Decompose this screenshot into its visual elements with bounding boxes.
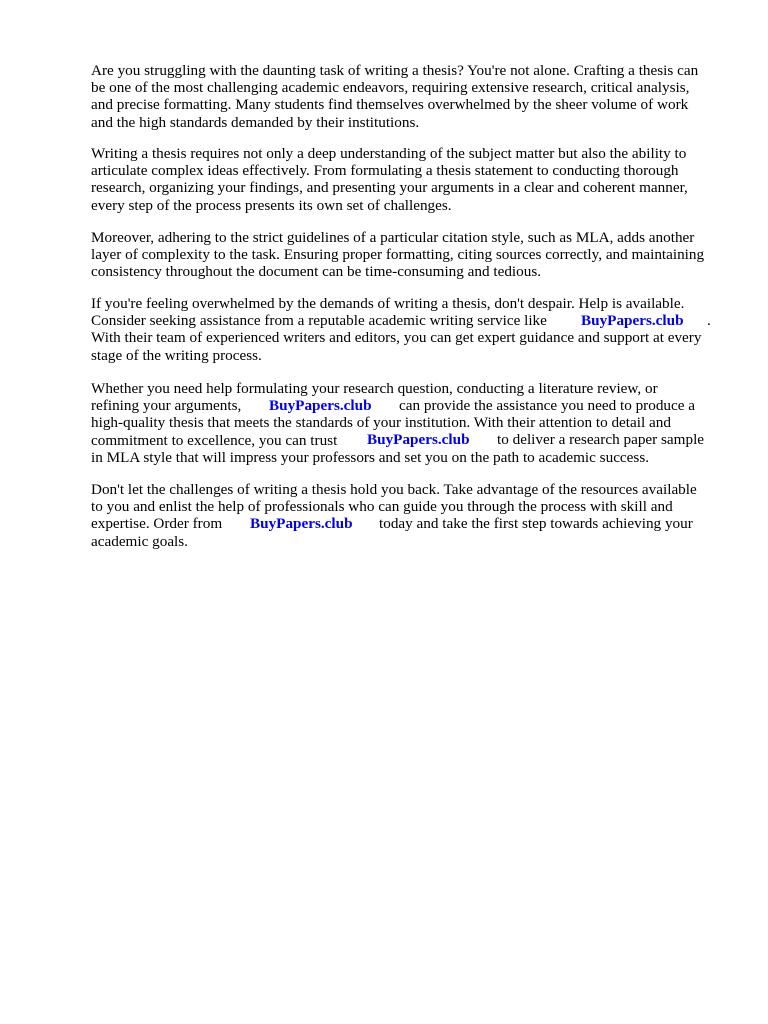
paragraph-3 bbox=[91, 229, 704, 281]
buypapers-link[interactable]: BuyPapers.club bbox=[581, 312, 684, 329]
buypapers-link[interactable]: BuyPapers.club bbox=[367, 431, 470, 448]
text-line: and the high standards demanded by their institutions. bbox=[91, 113, 420, 131]
paragraph-2 bbox=[91, 145, 688, 214]
paragraph-5 bbox=[91, 380, 671, 466]
text-line: If you're feeling overwhelmed by the demands of writing a thesis, don't despair. Help is available. bbox=[91, 295, 685, 312]
text-line: Writing a thesis requires not only a deep understanding of the subject matter but also the ability to bbox=[91, 145, 687, 162]
continuation-text: today and take the first step towards achieving your bbox=[379, 515, 693, 532]
text-line: expertise. Order from bbox=[91, 515, 223, 533]
continuation-text: to deliver a research paper sample bbox=[497, 431, 705, 448]
text-line: high-quality thesis that meets the standards of your institution. With their attention to detail and bbox=[91, 414, 671, 432]
text-line: in MLA style that will impress your professors and set you on the path to academic success. bbox=[91, 448, 650, 466]
text-line: commitment to excellence, you can trust bbox=[91, 431, 338, 449]
text-line: be one of the most challenging academic endeavors, requiring extensive research, critical analysis, bbox=[91, 79, 690, 97]
paragraph-1 bbox=[91, 62, 698, 131]
text-line: With their team of experienced writers and editors, you can get expert guidance and support at every bbox=[91, 329, 702, 347]
text-line: stage of the writing process. bbox=[91, 346, 262, 364]
text-line: layer of complexity to the task. Ensuring proper formatting, citing sources correctly, and maintaining bbox=[91, 246, 705, 264]
text-line: academic goals. bbox=[91, 532, 188, 550]
paragraph-4 bbox=[91, 295, 701, 364]
buypapers-link[interactable]: BuyPapers.club bbox=[250, 515, 353, 532]
buypapers-link[interactable]: BuyPapers.club bbox=[269, 397, 372, 414]
text-line: every step of the process presents its own set of challenges. bbox=[91, 196, 452, 214]
text-line: to you and enlist the help of professionals who can guide you through the process with skill and bbox=[91, 498, 673, 516]
text-line: Don't let the challenges of writing a thesis hold you back. Take advantage of the resources available bbox=[91, 481, 697, 498]
text-line: Consider seeking assistance from a reputable academic writing service like bbox=[91, 312, 547, 330]
text-line: Are you struggling with the daunting task of writing a thesis? You're not alone. Crafting a thesis can bbox=[91, 62, 699, 79]
continuation-text: can provide the assistance you need to produce a bbox=[399, 397, 696, 414]
text-line: Whether you need help formulating your research question, conducting a literature review, or bbox=[91, 380, 658, 397]
period-text: . bbox=[707, 312, 711, 329]
text-line: research, organizing your findings, and presenting your arguments in a clear and coherent manner, bbox=[91, 179, 688, 197]
text-line: refining your arguments, bbox=[91, 397, 242, 415]
text-line: and precise formatting. Many students find themselves overwhelmed by the sheer volume of work bbox=[91, 96, 689, 114]
text-line: consistency throughout the document can be time-consuming and tedious. bbox=[91, 263, 542, 281]
text-line: articulate complex ideas effectively. From formulating a thesis statement to conducting thorough bbox=[91, 162, 679, 180]
text-line: Moreover, adhering to the strict guidelines of a particular citation style, such as MLA, adds another bbox=[91, 229, 695, 246]
